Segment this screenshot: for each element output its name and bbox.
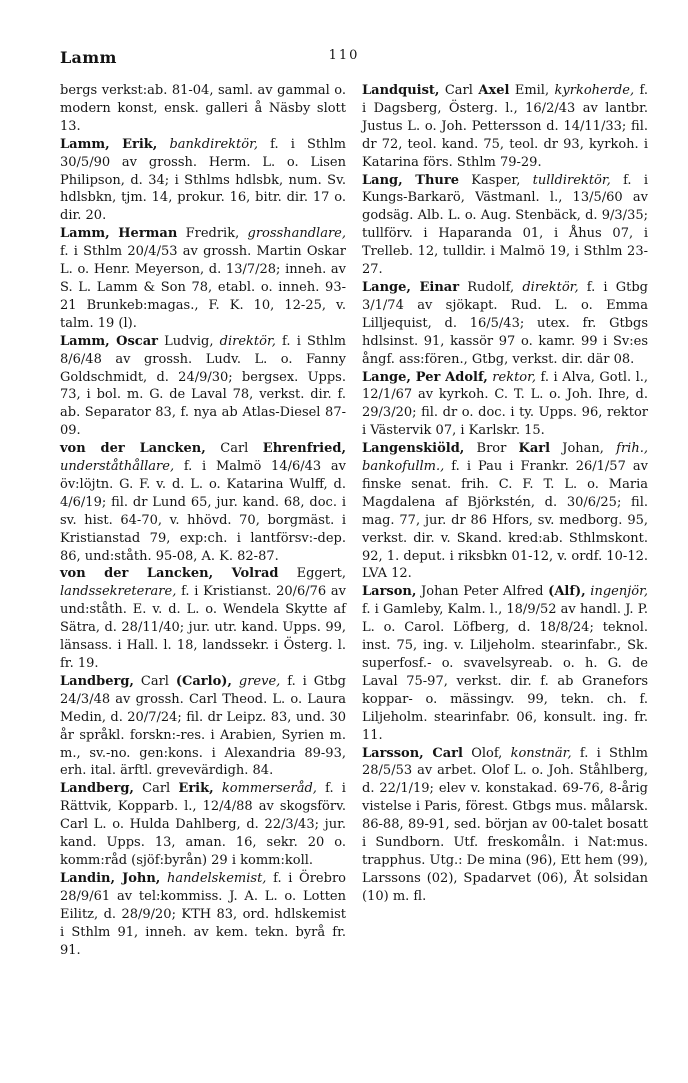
entry-name: Lamm, Erik,	[60, 136, 158, 152]
entry-text: f. i Sthlm 28/5/53 av arbet. Olof L. o. Joh. Ståhlberg, d. 22/1/19; elev v. konstakad. 69-76, 8-årig vistelse i Paris, förest. Gtbgs mus. målarsk. 86-88, 89-91, sed. början av 00-talet bosatt i Sundborn. Utf. freskomåln. i Nat:mus. trapphus. Utg.: De mina (96), Ett hem (99), Larssons (02), Spadarvet (06), Åt solsidan (10) m. fl.	[362, 745, 649, 904]
entry-given: Carl	[142, 781, 171, 797]
entry-name: Larson,	[362, 584, 417, 600]
entry-given: Ludvig,	[164, 333, 214, 349]
entry-title: direktör,	[219, 333, 276, 349]
entry-name: Lange, Einar	[362, 279, 460, 295]
entry-text: f. i Kungs-Barkarö, Västmanl. l., 13/5/60 av godsäg. Alb. L. o. Aug. Stenbäck, d. 9/3/35; tullförv. i Haparanda 01, i Åhus 07, i Trelleb. 12, tulldir. i Malmö 19, i Sthlm 23-27.	[362, 172, 648, 278]
entry-text: f. i Sthlm 8/6/48 av grossh. Ludv. L. o. Fanny Goldschmidt, d. 24/9/30; bergsex. Upps. 73, i bol. m. G. de Laval 78, verkst. dir. f. ab. Separator 83, f. nya ab Atlas-Diesel 87-09.	[60, 333, 346, 439]
entry-text: f. i Pau i Frankr. 26/1/57 av finske senat. frih. C. F. T. L. o. Maria Magdalena af Björkstén, d. 30/6/25; fil. mag. 77, jur. dr 86 Hfors, sv. medborg. 95, verkst. dir. v. Skand. kred:ab. Sthlmskont. 92, 1. deput. i riksbkn 01-12, v. ordf. 10-12. LVA 12.	[362, 459, 648, 582]
entry-landberg-erik	[60, 780, 346, 870]
running-head	[60, 48, 628, 70]
entry-name: von der Lancken, Volrad	[60, 566, 279, 582]
entry-lang-thure	[362, 172, 648, 279]
entry-title: underståthållare,	[60, 459, 175, 475]
entry-given-2: Johan,	[562, 441, 604, 457]
entry-title: kyrkoherde,	[554, 83, 635, 98]
entry-given-bold: (Alf),	[548, 584, 586, 600]
entry-lamm-oscar	[60, 333, 346, 440]
entry-title: tulldirektör,	[532, 172, 611, 188]
entry-title: frih., bankofullm.,	[362, 441, 648, 475]
entry-lamm-erik	[60, 136, 346, 226]
entry-text: f. i Sthlm 30/5/90 av grossh. Herm. L. o. Lisen Philipson, d. 34; i Sthlms hdlsbk, num. Sv. hdlsbkn, tjm. 14, prokur. 16, bitr. dir. 17 o. dir. 20.	[60, 136, 347, 224]
entry-landberg-carlo	[60, 673, 346, 780]
entry-name: von der Lancken,	[60, 441, 206, 457]
entry-text: f. i Sthlm 20/4/53 av grossh. Martin Oskar L. o. Henr. Meyerson, d. 13/7/28; inneh. av S. L. Lamm & Son 78, etabl. o. inneh. 93-21 Brunkeb:magas., F. K. 10, 12-25, v. talm. 19 (l).	[60, 244, 346, 331]
entry-given: Olof,	[471, 745, 503, 761]
entry-given-bold: (Carlo),	[175, 673, 232, 689]
entry-name: Larsson, Carl	[362, 745, 463, 761]
entry-given-bold: Karl	[518, 441, 551, 457]
entry-title: landssekreterare,	[60, 584, 177, 600]
entry-larson-alf	[362, 583, 648, 744]
entry-landin-john	[60, 870, 346, 960]
entry-title: handelskemist,	[167, 870, 267, 886]
entry-text: f. i Malmö 14/6/43 av öv:löjtn. G. F. v. d. L. o. Katarina Wulff, d. 4/6/19; fil. dr Lund 65, jur. kand. 68, doc. i sv. hist. 64-70, v. hhövd. 70, borgmäst. i Kristianstad 79, exp:ch. i lantförsv:-dep. 86, und:ståth. 95-08, A. K. 82-87.	[60, 459, 347, 564]
entry-title: konstnär,	[510, 745, 572, 761]
entry-given-bold: Ehrenfried,	[262, 441, 346, 457]
continuation-text: bergs verkst:ab. 81-04, saml. av gammal o. modern konst, ensk. galleri å Näsby slott 13.	[60, 83, 346, 134]
entry-given: Eggert,	[296, 566, 346, 582]
entry-lange-einar	[362, 279, 648, 369]
running-title: Lamm	[60, 48, 117, 67]
entry-given: Carl	[220, 441, 249, 457]
entry-text: f. i Kristianst. 20/6/76 av und:ståth. E. v. d. L. o. Wendela Skytte af Sätra, d. 28/11/40; jur. utr. kand. Upps. 99, länsass. i Hall. l. 18, landssekr. i Österg. l. fr. 19.	[60, 584, 346, 671]
entry-text: f. i Gtbg 3/1/74 av sjökapt. Rud. L. o. Emma Lilljequist, d. 16/5/43; utex. fr. Gtbgs hdlsinst. 91, kassör 97 o. kamr. 99 i Sv:es ångf. ass:fören., Gtbg, verkst. dir. där 08.	[362, 279, 648, 367]
entry-text: f. i Örebro 28/9/61 av tel:kommiss. J. A. L. o. Lotten Eilitz, d. 28/9/20; KTH 83, ord. hdlskemist i Sthlm 91, inneh. av kem. tekn. byrå fr. 91.	[60, 870, 346, 958]
entry-landquist-axel	[362, 82, 648, 172]
entry-given: Johan Peter Alfred	[421, 584, 544, 600]
entry-name: Landquist,	[362, 83, 440, 98]
entry-lamm-herman	[60, 225, 346, 332]
entry-given-2: Emil,	[514, 83, 550, 98]
entry-given: Fredrik,	[185, 226, 240, 242]
entry-name: Lamm, Oscar	[60, 333, 158, 349]
entry-name: Langenskiöld,	[362, 441, 465, 457]
entry-lange-per-adolf	[362, 369, 648, 441]
entry-title: bankdirektör,	[169, 136, 259, 152]
entry-text: f. i Alva, Gotl. l., 12/1/67 av kyrkoh. C. T. L. o. Joh. Ihre, d. 29/3/20; fil. dr o. doc. i ty. Upps. 96, rektor i Västervik 07, i Karlskr. 15.	[362, 369, 649, 439]
entry-given: Kasper,	[471, 172, 521, 188]
entry-title: rektor,	[492, 369, 537, 385]
entry-name: Lamm, Herman	[60, 226, 178, 242]
entry-title: kommerseråd,	[221, 781, 317, 797]
entry-title: grosshandlare,	[247, 226, 346, 242]
entry-name: Landin, John,	[60, 870, 161, 886]
right-column	[362, 82, 648, 906]
entry-text: f. i Rättvik, Kopparb. l., 12/4/88 av skogsförv. Carl L. o. Hulda Dahlberg, d. 22/3/43; jur. kand. Upps. 13, aman. 16, sekr. 20 o. komm:råd (sjöf:byrån) 29 i komm:koll.	[60, 781, 346, 868]
entry-larsson-carl	[362, 745, 648, 906]
entry-lancken-volrad	[60, 565, 346, 672]
entry-given: Carl	[140, 673, 169, 689]
entry-given-bold: Erik,	[178, 781, 214, 797]
entry-text: f. i Gamleby, Kalm. l., 18/9/52 av handl. J. P. L. o. Carol. Löfberg, d. 18/8/24; teknol. inst. 75, ing. v. Liljeholm. stearinfabr., Sk. superfosf.- o. svavelsyreab. o. h. G. de Laval 75-97, verkst. dir. f. ab Granefors koppar- o. mässingv. 99, tekn. ch. f. Liljeholm. stearinfabr. 06, konsult. ing. fr. 11.	[362, 602, 648, 743]
entry-given: Bror	[476, 441, 507, 457]
entry-text: f. i Gtbg 24/3/48 av grossh. Carl Theod. L. o. Laura Medin, d. 20/7/24; fil. dr Leipz. 83, und. 30 år språkl. forskn:-res. i Arabien, Syrien m. m., sv.-no. gen:kons. i Alexandria 89-93, erh. ital. ärftl. grevevärdigh. 84.	[60, 673, 346, 779]
entry-name: Lange, Per Adolf,	[362, 369, 488, 385]
entry-langenskiold-karl	[362, 440, 648, 583]
entry-given: Rudolf,	[467, 279, 515, 295]
entry-title: direktör,	[522, 279, 579, 295]
entry-title: ingenjör,	[590, 584, 648, 600]
entry-title: greve,	[238, 673, 281, 689]
entry-name: Landberg,	[60, 781, 134, 797]
entry-given-bold: Axel	[478, 83, 510, 98]
entry-name: Lang, Thure	[362, 172, 459, 188]
left-column	[60, 82, 346, 959]
entry-lancken-carl	[60, 440, 346, 565]
entry-name: Landberg,	[60, 673, 134, 689]
entry-text: f. i Dagsberg, Österg. l., 16/2/43 av lantbr. Justus L. o. Joh. Pettersson d. 14/11/33; fil. dr 72, teol. kand. 75, teol. dr 93, kyrkoh. i Katarina förs. Sthlm 79-29.	[362, 83, 648, 170]
entry-given: Carl	[444, 83, 473, 98]
page-number: 110	[328, 48, 360, 63]
